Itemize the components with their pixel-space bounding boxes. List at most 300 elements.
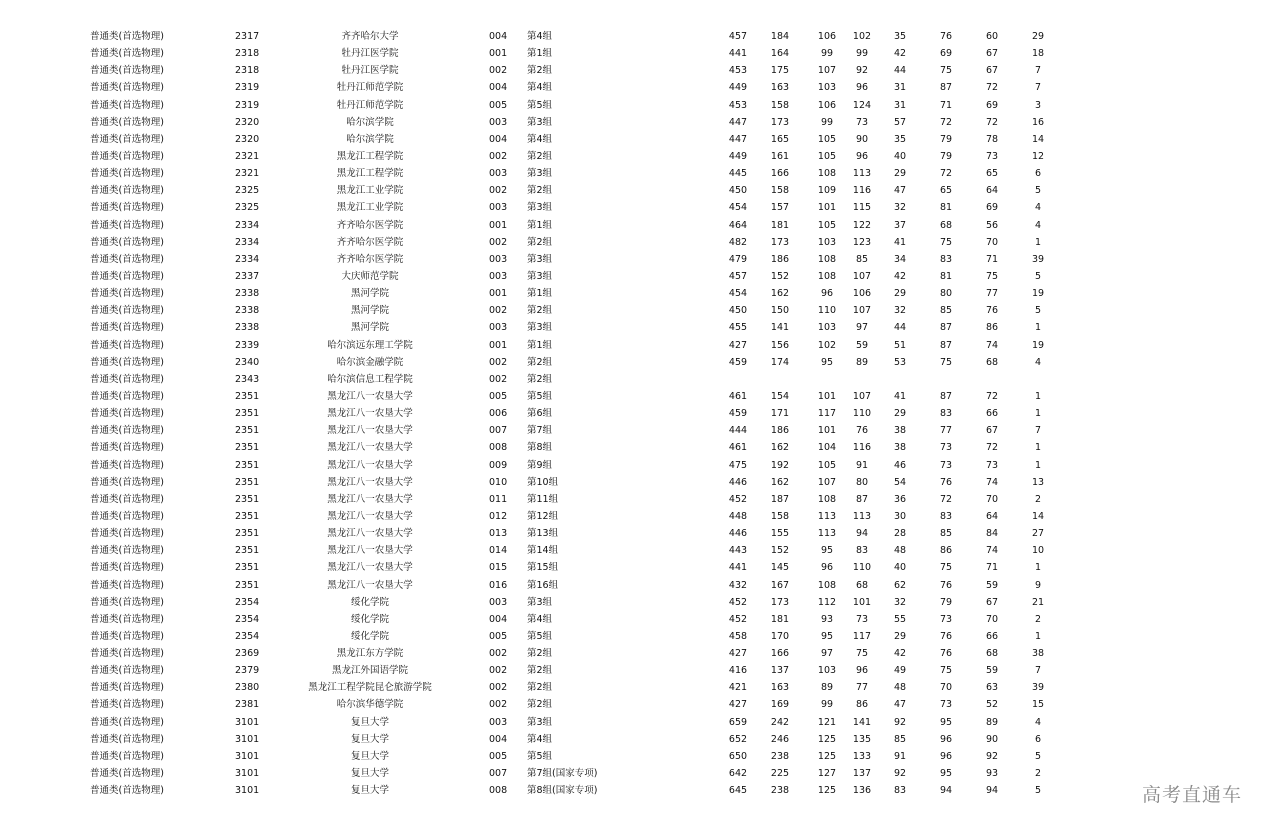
group-code-cell: 005	[489, 630, 508, 642]
score-2-cell: 105	[817, 219, 837, 231]
score-6-cell: 90	[985, 733, 999, 745]
score-6-cell: 67	[985, 48, 999, 60]
score-1-cell: 170	[770, 630, 790, 642]
table-row	[0, 559, 1100, 576]
group-name-cell: 第13组	[527, 528, 559, 540]
score-1-cell: 169	[770, 699, 790, 711]
total-score-cell: 427	[728, 699, 748, 711]
group-name-cell: 第10组	[527, 476, 559, 488]
table-row	[0, 45, 1100, 62]
score-3-cell: 141	[852, 716, 872, 728]
score-6-cell: 89	[985, 716, 999, 728]
score-6-cell: 76	[985, 305, 999, 317]
score-3-cell: 110	[852, 408, 872, 420]
category-cell: 普通类(首选物理)	[90, 373, 164, 385]
group-code-cell: 014	[489, 545, 508, 557]
score-5-cell: 76	[939, 579, 953, 591]
score-4-cell: 54	[893, 476, 907, 488]
score-3-cell: 76	[855, 425, 869, 437]
score-5-cell: 94	[939, 785, 953, 797]
table-row	[0, 319, 1100, 336]
category-cell: 普通类(首选物理)	[90, 493, 164, 505]
score-6-cell: 86	[985, 322, 999, 334]
score-1-cell: 184	[770, 31, 790, 42]
score-4-cell: 41	[893, 236, 907, 248]
score-4-cell: 29	[893, 288, 907, 300]
category-cell: 普通类(首选物理)	[90, 596, 164, 608]
score-5-cell: 69	[939, 48, 953, 60]
score-2-cell: 104	[817, 442, 837, 454]
score-3-cell: 59	[855, 339, 869, 351]
category-cell: 普通类(首选物理)	[90, 99, 164, 111]
score-2-cell: 93	[820, 613, 834, 625]
group-name-cell: 第4组	[527, 31, 553, 42]
group-code-cell: 007	[489, 768, 508, 780]
rank-cell: 2	[1034, 768, 1042, 780]
school-name-cell: 复旦大学	[350, 768, 389, 780]
score-1-cell: 192	[770, 459, 790, 471]
score-1-cell: 238	[770, 785, 790, 797]
score-1-cell: 164	[770, 48, 790, 60]
school-name-cell: 绥化学院	[350, 596, 389, 608]
score-5-cell: 96	[939, 733, 953, 745]
group-code-cell: 013	[489, 528, 508, 540]
score-4-cell: 44	[893, 322, 907, 334]
score-5-cell: 72	[939, 116, 953, 128]
total-score-cell: 449	[728, 150, 748, 162]
rank-cell: 7	[1034, 82, 1042, 94]
total-score-cell: 452	[728, 493, 748, 505]
score-3-cell: 122	[852, 219, 872, 231]
rank-cell: 14	[1031, 133, 1045, 145]
score-1-cell: 152	[770, 545, 790, 557]
total-score-cell: 421	[728, 682, 748, 694]
category-cell: 普通类(首选物理)	[90, 150, 164, 162]
score-5-cell: 79	[939, 133, 953, 145]
score-6-cell: 67	[985, 596, 999, 608]
total-score-cell: 457	[728, 270, 748, 282]
score-6-cell: 59	[985, 665, 999, 677]
score-3-cell: 87	[855, 493, 869, 505]
score-4-cell: 35	[893, 133, 907, 145]
score-4-cell: 47	[893, 185, 907, 197]
total-score-cell: 659	[728, 716, 748, 728]
score-4-cell: 92	[893, 768, 907, 780]
score-6-cell: 64	[985, 185, 999, 197]
score-1-cell: 186	[770, 253, 790, 265]
group-name-cell: 第8组(国家专项)	[527, 785, 598, 797]
score-3-cell: 83	[855, 545, 869, 557]
score-2-cell: 103	[817, 665, 837, 677]
group-name-cell: 第2组	[527, 356, 553, 368]
score-4-cell: 32	[893, 596, 907, 608]
score-4-cell: 31	[893, 82, 907, 94]
rank-cell: 1	[1034, 459, 1042, 471]
group-name-cell: 第5组	[527, 630, 553, 642]
score-6-cell: 69	[985, 202, 999, 214]
total-score-cell: 441	[728, 562, 748, 574]
score-5-cell: 70	[939, 682, 953, 694]
score-3-cell: 96	[855, 150, 869, 162]
group-name-cell: 第3组	[527, 596, 553, 608]
table-row	[0, 714, 1100, 731]
table-row	[0, 577, 1100, 594]
score-2-cell: 95	[820, 545, 834, 557]
score-5-cell: 81	[939, 270, 953, 282]
category-cell: 普通类(首选物理)	[90, 82, 164, 94]
total-score-cell: 452	[728, 596, 748, 608]
rank-cell: 2	[1034, 493, 1042, 505]
group-code-cell: 003	[489, 716, 508, 728]
group-code-cell: 005	[489, 750, 508, 762]
category-cell: 普通类(首选物理)	[90, 288, 164, 300]
score-4-cell: 91	[893, 750, 907, 762]
score-3-cell: 107	[852, 305, 872, 317]
school-code-cell: 2351	[235, 408, 260, 420]
score-1-cell: 158	[770, 185, 790, 197]
group-code-cell: 004	[489, 613, 508, 625]
score-3-cell: 136	[852, 785, 872, 797]
score-1-cell: 174	[770, 356, 790, 368]
school-name-cell: 复旦大学	[350, 733, 389, 745]
table-row	[0, 28, 1100, 45]
category-cell: 普通类(首选物理)	[90, 322, 164, 334]
group-name-cell: 第2组	[527, 665, 553, 677]
total-score-cell: 650	[728, 750, 748, 762]
school-code-cell: 3101	[235, 716, 260, 728]
score-4-cell: 31	[893, 99, 907, 111]
category-cell: 普通类(首选物理)	[90, 116, 164, 128]
score-2-cell: 127	[817, 768, 837, 780]
score-3-cell: 73	[855, 613, 869, 625]
school-name-cell: 黑龙江八一农垦大学	[327, 493, 413, 505]
score-1-cell: 162	[770, 288, 790, 300]
score-4-cell: 53	[893, 356, 907, 368]
total-score-cell: 445	[728, 168, 748, 180]
score-5-cell: 87	[939, 322, 953, 334]
school-name-cell: 黑河学院	[350, 288, 389, 300]
score-1-cell: 167	[770, 579, 790, 591]
score-2-cell: 109	[817, 185, 837, 197]
school-name-cell: 黑龙江八一农垦大学	[327, 562, 413, 574]
group-name-cell: 第8组	[527, 442, 553, 454]
group-name-cell: 第2组	[527, 648, 553, 660]
rank-cell: 7	[1034, 665, 1042, 677]
category-cell: 普通类(首选物理)	[90, 630, 164, 642]
score-4-cell: 28	[893, 528, 907, 540]
group-name-cell: 第4组	[527, 82, 553, 94]
school-name-cell: 牡丹江师范学院	[336, 99, 404, 111]
school-code-cell: 2354	[235, 596, 260, 608]
group-name-cell: 第15组	[527, 562, 559, 574]
group-code-cell: 002	[489, 305, 508, 317]
group-name-cell: 第1组	[527, 339, 553, 351]
score-1-cell: 187	[770, 493, 790, 505]
score-5-cell: 72	[939, 493, 953, 505]
school-name-cell: 哈尔滨学院	[346, 116, 394, 128]
score-5-cell: 75	[939, 65, 953, 77]
score-5-cell: 87	[939, 390, 953, 402]
score-2-cell: 96	[820, 288, 834, 300]
score-5-cell: 85	[939, 528, 953, 540]
rank-cell: 4	[1034, 356, 1042, 368]
total-score-cell: 475	[728, 459, 748, 471]
group-name-cell: 第1组	[527, 219, 553, 231]
score-6-cell: 71	[985, 253, 999, 265]
score-6-cell: 78	[985, 133, 999, 145]
category-cell: 普通类(首选物理)	[90, 48, 164, 60]
rank-cell: 1	[1034, 390, 1042, 402]
score-6-cell: 75	[985, 270, 999, 282]
school-name-cell: 哈尔滨华德学院	[336, 699, 404, 711]
table-row	[0, 439, 1100, 456]
score-6-cell: 94	[985, 785, 999, 797]
score-2-cell: 99	[820, 48, 834, 60]
school-name-cell: 黑龙江八一农垦大学	[327, 579, 413, 591]
school-name-cell: 黑龙江东方学院	[336, 648, 404, 660]
rank-cell: 27	[1031, 528, 1045, 540]
score-3-cell: 116	[852, 442, 872, 454]
group-name-cell: 第2组	[527, 682, 553, 694]
table-row	[0, 508, 1100, 525]
score-2-cell: 89	[820, 682, 834, 694]
score-2-cell: 103	[817, 82, 837, 94]
school-code-cell: 2321	[235, 150, 260, 162]
school-name-cell: 黑龙江工业学院	[336, 202, 404, 214]
score-2-cell: 107	[817, 476, 837, 488]
category-cell: 普通类(首选物理)	[90, 339, 164, 351]
group-code-cell: 002	[489, 185, 508, 197]
score-2-cell: 102	[817, 339, 837, 351]
score-6-cell: 70	[985, 236, 999, 248]
score-2-cell: 125	[817, 750, 837, 762]
table-row	[0, 182, 1100, 199]
school-name-cell: 齐齐哈尔医学院	[336, 253, 404, 265]
group-name-cell: 第4组	[527, 733, 553, 745]
score-1-cell: 181	[770, 613, 790, 625]
group-name-cell: 第4组	[527, 133, 553, 145]
score-3-cell: 101	[852, 596, 872, 608]
score-3-cell: 90	[855, 133, 869, 145]
score-5-cell: 73	[939, 699, 953, 711]
score-5-cell: 75	[939, 562, 953, 574]
table-row	[0, 234, 1100, 251]
group-code-cell: 003	[489, 322, 508, 334]
score-6-cell: 67	[985, 425, 999, 437]
score-1-cell: 145	[770, 562, 790, 574]
score-5-cell: 83	[939, 408, 953, 420]
table-row	[0, 337, 1100, 354]
score-5-cell: 75	[939, 665, 953, 677]
category-cell: 普通类(首选物理)	[90, 682, 164, 694]
school-name-cell: 黑龙江八一农垦大学	[327, 425, 413, 437]
category-cell: 普通类(首选物理)	[90, 408, 164, 420]
table-row	[0, 131, 1100, 148]
score-1-cell: 154	[770, 390, 790, 402]
table-row	[0, 594, 1100, 611]
category-cell: 普通类(首选物理)	[90, 65, 164, 77]
score-3-cell: 97	[855, 322, 869, 334]
score-3-cell: 102	[852, 31, 872, 42]
table-row	[0, 251, 1100, 268]
table-row	[0, 748, 1100, 765]
school-code-cell: 2337	[235, 270, 260, 282]
group-name-cell: 第1组	[527, 48, 553, 60]
score-6-cell: 69	[985, 99, 999, 111]
score-6-cell: 68	[985, 356, 999, 368]
score-2-cell: 105	[817, 133, 837, 145]
score-2-cell: 108	[817, 253, 837, 265]
group-name-cell: 第5组	[527, 99, 553, 111]
group-code-cell: 001	[489, 288, 508, 300]
group-code-cell: 006	[489, 408, 508, 420]
group-name-cell: 第11组	[527, 493, 559, 505]
score-5-cell: 76	[939, 31, 953, 42]
score-3-cell: 91	[855, 459, 869, 471]
group-code-cell: 004	[489, 133, 508, 145]
school-code-cell: 2317	[235, 31, 260, 42]
score-2-cell: 101	[817, 425, 837, 437]
score-4-cell: 32	[893, 305, 907, 317]
group-name-cell: 第3组	[527, 253, 553, 265]
score-5-cell: 96	[939, 750, 953, 762]
school-name-cell: 黑龙江八一农垦大学	[327, 390, 413, 402]
score-6-cell: 72	[985, 442, 999, 454]
score-6-cell: 74	[985, 339, 999, 351]
score-2-cell: 108	[817, 168, 837, 180]
table-row	[0, 525, 1100, 542]
score-5-cell: 95	[939, 716, 953, 728]
rank-cell: 29	[1031, 31, 1045, 42]
group-name-cell: 第7组(国家专项)	[527, 768, 598, 780]
table-row	[0, 268, 1100, 285]
score-1-cell: 166	[770, 648, 790, 660]
table-row	[0, 79, 1100, 96]
score-1-cell: 238	[770, 750, 790, 762]
score-1-cell: 158	[770, 99, 790, 111]
score-1-cell: 141	[770, 322, 790, 334]
category-cell: 普通类(首选物理)	[90, 733, 164, 745]
score-4-cell: 34	[893, 253, 907, 265]
score-6-cell: 74	[985, 476, 999, 488]
group-name-cell: 第3组	[527, 322, 553, 334]
score-3-cell: 135	[852, 733, 872, 745]
score-1-cell: 152	[770, 270, 790, 282]
group-code-cell: 002	[489, 373, 508, 385]
score-4-cell: 57	[893, 116, 907, 128]
score-6-cell: 84	[985, 528, 999, 540]
school-code-cell: 2319	[235, 99, 260, 111]
score-2-cell: 96	[820, 562, 834, 574]
school-code-cell: 2351	[235, 425, 260, 437]
group-name-cell: 第6组	[527, 408, 553, 420]
category-cell: 普通类(首选物理)	[90, 510, 164, 522]
table-row	[0, 422, 1100, 439]
school-name-cell: 复旦大学	[350, 785, 389, 797]
school-code-cell: 2325	[235, 202, 260, 214]
rank-cell: 5	[1034, 750, 1042, 762]
rank-cell: 14	[1031, 510, 1045, 522]
school-code-cell: 2351	[235, 493, 260, 505]
rank-cell: 39	[1031, 253, 1045, 265]
school-name-cell: 哈尔滨信息工程学院	[327, 373, 413, 385]
table-row	[0, 491, 1100, 508]
score-6-cell: 59	[985, 579, 999, 591]
score-5-cell: 79	[939, 150, 953, 162]
school-name-cell: 黑龙江工程学院	[336, 150, 404, 162]
school-name-cell: 复旦大学	[350, 750, 389, 762]
score-1-cell: 161	[770, 150, 790, 162]
total-score-cell: 454	[728, 288, 748, 300]
score-6-cell: 74	[985, 545, 999, 557]
score-4-cell: 37	[893, 219, 907, 231]
score-3-cell: 92	[855, 65, 869, 77]
category-cell: 普通类(首选物理)	[90, 425, 164, 437]
school-code-cell: 2351	[235, 476, 260, 488]
score-4-cell: 49	[893, 665, 907, 677]
score-1-cell: 166	[770, 168, 790, 180]
score-5-cell: 95	[939, 768, 953, 780]
total-score-cell: 441	[728, 48, 748, 60]
category-cell: 普通类(首选物理)	[90, 768, 164, 780]
score-2-cell: 101	[817, 202, 837, 214]
table-row	[0, 628, 1100, 645]
school-name-cell: 黑龙江工业学院	[336, 185, 404, 197]
school-code-cell: 2351	[235, 390, 260, 402]
category-cell: 普通类(首选物理)	[90, 168, 164, 180]
group-code-cell: 002	[489, 236, 508, 248]
total-score-cell: 446	[728, 476, 748, 488]
score-2-cell: 108	[817, 270, 837, 282]
school-code-cell: 2339	[235, 339, 260, 351]
group-code-cell: 008	[489, 785, 508, 797]
group-name-cell: 第2组	[527, 150, 553, 162]
group-name-cell: 第2组	[527, 185, 553, 197]
school-name-cell: 大庆师范学院	[341, 270, 399, 282]
score-5-cell: 76	[939, 476, 953, 488]
group-name-cell: 第4组	[527, 613, 553, 625]
score-3-cell: 113	[852, 510, 872, 522]
rank-cell: 10	[1031, 545, 1045, 557]
score-6-cell: 73	[985, 459, 999, 471]
rank-cell: 4	[1034, 716, 1042, 728]
score-6-cell: 64	[985, 510, 999, 522]
group-code-cell: 001	[489, 339, 508, 351]
rank-cell: 18	[1031, 48, 1045, 60]
table-row	[0, 611, 1100, 628]
score-3-cell: 117	[852, 630, 872, 642]
score-5-cell: 68	[939, 219, 953, 231]
group-name-cell: 第7组	[527, 425, 553, 437]
score-2-cell: 113	[817, 510, 837, 522]
score-3-cell: 86	[855, 699, 869, 711]
score-2-cell: 103	[817, 322, 837, 334]
score-1-cell: 173	[770, 116, 790, 128]
school-name-cell: 黑龙江八一农垦大学	[327, 442, 413, 454]
rank-cell: 4	[1034, 202, 1042, 214]
school-code-cell: 2351	[235, 510, 260, 522]
school-code-cell: 2318	[235, 65, 260, 77]
rank-cell: 15	[1031, 699, 1045, 711]
total-score-cell: 416	[728, 665, 748, 677]
score-6-cell: 77	[985, 288, 999, 300]
category-cell: 普通类(首选物理)	[90, 476, 164, 488]
school-name-cell: 黑龙江八一农垦大学	[327, 459, 413, 471]
group-code-cell: 003	[489, 116, 508, 128]
school-code-cell: 2334	[235, 219, 260, 231]
score-6-cell: 67	[985, 65, 999, 77]
group-name-cell: 第3组	[527, 202, 553, 214]
